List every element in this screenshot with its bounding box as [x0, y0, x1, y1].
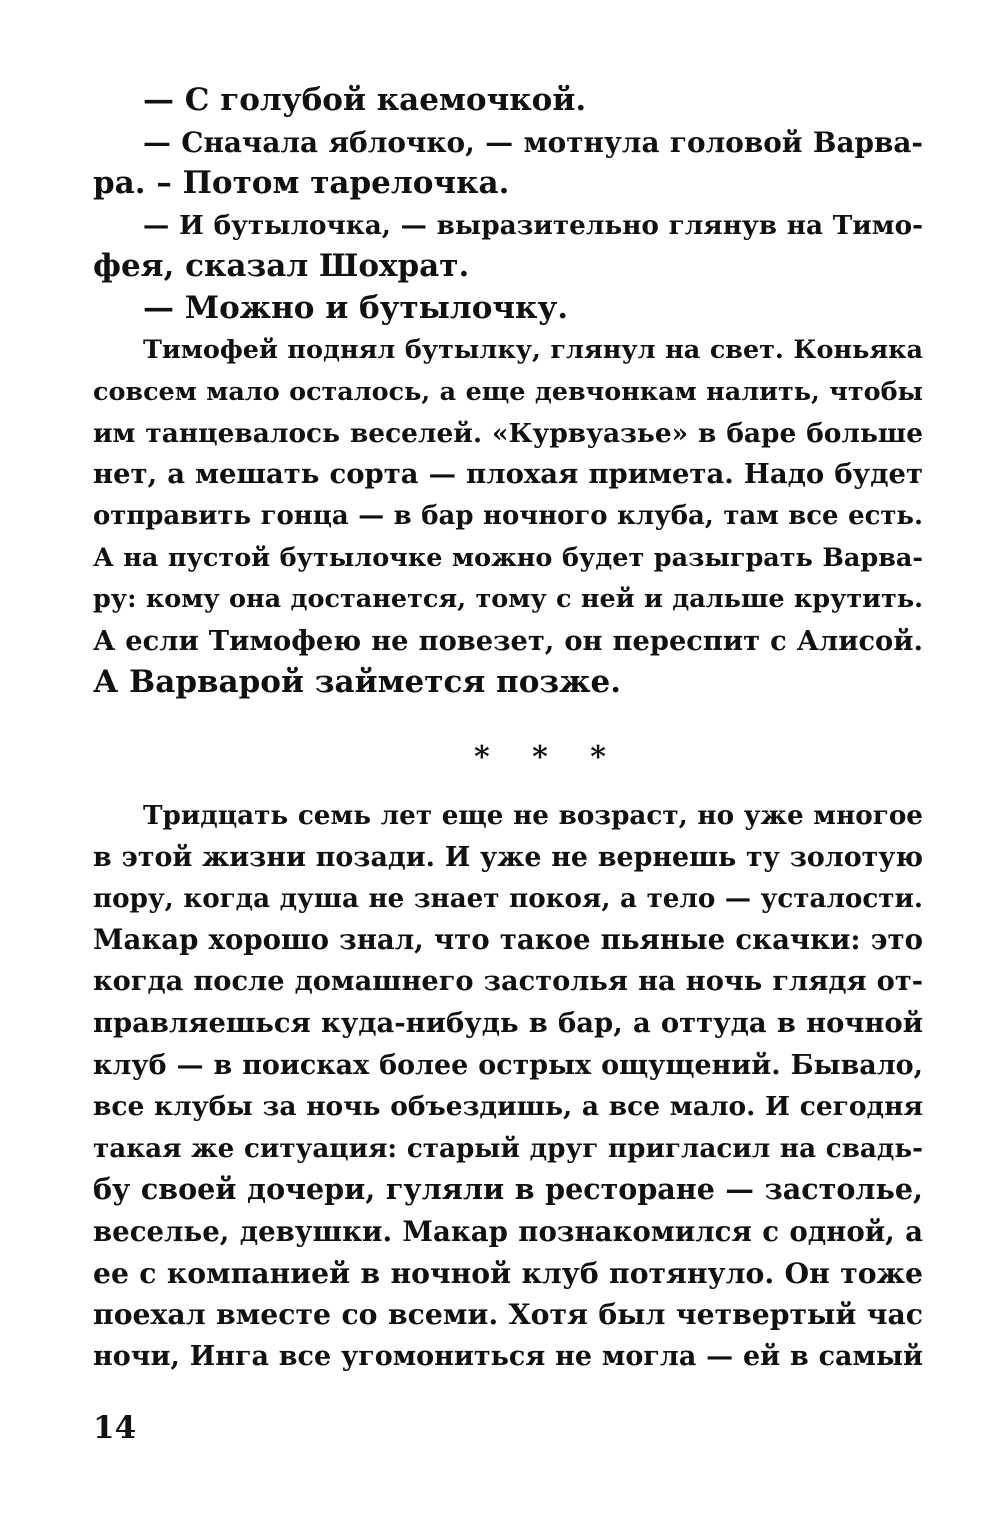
text-line: когда после домашнего застолья на ночь глядя от-	[93, 965, 923, 998]
text-line: все клубы за ночь объездишь, а все мало. И сегодня	[93, 1091, 923, 1123]
text-line: поехал вместе со всеми. Хотя был четвертый час	[93, 1297, 923, 1332]
text-line: Тридцать семь лет еще не возраст, но уже многое	[143, 800, 923, 831]
text-line: такая же ситуация: старый друг пригласил на свадь-	[93, 1132, 923, 1164]
text-line: отправить гонца — в бар ночного клуба, там все есть.	[93, 500, 923, 531]
section-separator: * * *	[474, 740, 622, 775]
text-line: ру: кому она достанется, тому с ней и дальше крутить.	[93, 584, 923, 615]
text-line: — Можно и бутылочку.	[143, 289, 569, 326]
text-line: ее с компанией в ночной клуб потянуло. Он тоже	[93, 1255, 923, 1290]
text-line: фея, сказал Шохрат.	[93, 248, 470, 285]
text-line: А если Тимофею не повезет, он переспит с Алисой.	[93, 624, 923, 657]
text-line: им танцевалось веселей. «Курвуазье» в баре больше	[93, 417, 923, 449]
text-line: в этой жизни позади. И уже не вернешь ту золотую	[93, 841, 923, 873]
text-line: ночи, Инга все угомониться не могла — ей в самый	[93, 1340, 923, 1372]
section-1-text	[93, 80, 923, 704]
text-line: А на пустой бутылочке можно будет разыграть Варва-	[93, 542, 923, 573]
text-line: бу своей дочери, гуляли в ресторане — застолье,	[93, 1172, 923, 1207]
text-line: ра. – Потом тарелочка.	[93, 165, 510, 202]
text-line: совсем мало осталось, а еще девчонкам налить, чтобы	[93, 376, 923, 407]
text-line: пору, когда душа не знает покоя, а тело — усталости.	[93, 883, 923, 915]
text-line: Тимофей поднял бутылку, глянул на свет. Коньяка	[143, 334, 923, 365]
text-line: Макар хорошо знал, что такое пьяные скачки: это	[93, 923, 923, 956]
text-line: — С голубой каемочкой.	[143, 82, 587, 118]
text-line: веселье, девушки. Макар познакомился с одной, а	[93, 1214, 923, 1248]
page-number: 14	[93, 1410, 137, 1446]
text-line: правляешься куда-нибудь в бар, а оттуда в ночной	[93, 1006, 923, 1039]
section-2-text	[93, 795, 923, 1377]
text-line: клуб — в поисках более острых ощущений. Бывало,	[93, 1049, 923, 1081]
text-line: нет, а мешать сорта — плохая примета. Надо будет	[93, 458, 923, 491]
text-line: — Сначала яблочко, — мотнула головой Варва-	[143, 125, 923, 159]
text-line: А Варварой займется позже.	[93, 664, 622, 701]
text-line: — И бутылочка, — выразительно глянув на Тимо-	[143, 209, 923, 241]
